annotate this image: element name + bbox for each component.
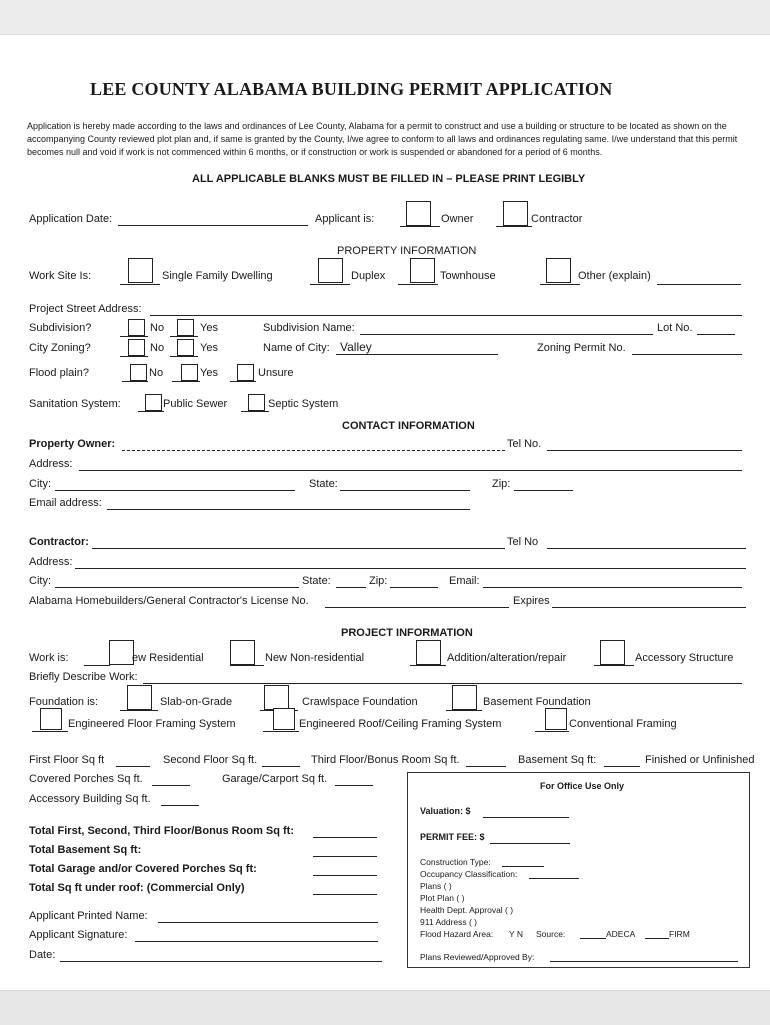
- owner-email-field[interactable]: [107, 509, 470, 510]
- lot-no-label: Lot No.: [657, 322, 693, 334]
- septic-label: Septic System: [268, 398, 339, 410]
- address-911-label: 911 Address ( ): [420, 917, 478, 927]
- valuation-field[interactable]: [483, 817, 569, 818]
- total-roof-field[interactable]: [313, 894, 377, 895]
- flood-hazard-label: Flood Hazard Area:: [420, 929, 494, 939]
- third-floor-field[interactable]: [466, 766, 506, 767]
- contact-info-header: CONTACT INFORMATION: [342, 420, 475, 432]
- accessory-building-label: Accessory Building Sq ft.: [29, 793, 151, 805]
- finished-label: Finished or Unfinished: [645, 754, 755, 766]
- total-roof-label: Total Sq ft under roof: (Commercial Only): [29, 882, 245, 894]
- garage-label: Garage/Carport Sq ft.: [222, 773, 328, 785]
- townhouse-label: Townhouse: [440, 270, 496, 282]
- date-label: Date:: [29, 949, 56, 961]
- contractor-label: Contractor: [531, 213, 583, 225]
- property-owner-field[interactable]: [122, 450, 505, 451]
- signature-label: Applicant Signature:: [29, 929, 128, 941]
- occupancy-field[interactable]: [529, 878, 579, 879]
- subdivision-yes-label: Yes: [200, 322, 218, 334]
- owner-tel-field[interactable]: [547, 450, 742, 451]
- firm-label: FIRM: [669, 929, 690, 939]
- slab-label: Slab-on-Grade: [160, 696, 233, 708]
- conventional-framing-checkbox[interactable]: [545, 708, 567, 730]
- total-basement-field[interactable]: [313, 856, 377, 857]
- total-garage-label: Total Garage and/or Covered Porches Sq ft:: [29, 863, 257, 875]
- total-floors-label: Total First, Second, Third Floor/Bonus Room Sq ft:: [29, 825, 295, 837]
- plot-plan-label: Plot Plan ( ): [420, 893, 465, 903]
- plans-label: Plans ( ): [420, 881, 452, 891]
- contractor-checkbox[interactable]: [503, 201, 528, 226]
- engineered-floor-checkbox[interactable]: [40, 708, 62, 730]
- engineered-roof-label: Engineered Roof/Ceiling Framing System: [299, 718, 502, 730]
- contractor-address-field[interactable]: [75, 568, 746, 569]
- subdivision-yes-checkbox[interactable]: [177, 319, 194, 336]
- basement-foundation-label: Basement Foundation: [483, 696, 591, 708]
- zoning-yes-label: Yes: [200, 342, 218, 354]
- owner-state-field[interactable]: [340, 490, 470, 491]
- subdivision-label: Subdivision?: [29, 322, 92, 334]
- accessory-structure-checkbox[interactable]: [600, 640, 625, 665]
- plans-reviewed-label: Plans Reviewed/Approved By:: [420, 952, 535, 962]
- license-label: Alabama Homebuilders/General Contractor's License No.: [29, 595, 309, 607]
- describe-work-field[interactable]: [143, 683, 742, 684]
- flood-yes-checkbox[interactable]: [181, 364, 198, 381]
- total-basement-label: Total Basement Sq ft:: [29, 844, 142, 856]
- owner-city-label: City:: [29, 478, 51, 490]
- other-checkbox[interactable]: [546, 258, 571, 283]
- construction-type-label: Construction Type:: [420, 857, 491, 867]
- subdivision-no-label: No: [150, 322, 165, 334]
- contractor-tel-field[interactable]: [547, 548, 746, 549]
- basement-sqft-field[interactable]: [604, 766, 640, 767]
- property-info-header: PROPERTY INFORMATION: [337, 245, 477, 257]
- contractor-name-field[interactable]: [92, 548, 505, 549]
- flood-unsure-label: Unsure: [258, 367, 294, 379]
- license-field[interactable]: [325, 607, 509, 608]
- owner-state-label: State:: [309, 478, 338, 490]
- total-garage-field[interactable]: [313, 875, 377, 876]
- basement-sqft-label: Basement Sq ft:: [518, 754, 597, 766]
- single-family-checkbox[interactable]: [128, 258, 153, 283]
- owner-address-label: Address:: [29, 458, 73, 470]
- zoning-no-label: No: [150, 342, 165, 354]
- total-floors-field[interactable]: [313, 837, 377, 838]
- addition-label: Addition/alteration/repair: [447, 652, 567, 664]
- permit-fee-field[interactable]: [490, 843, 570, 844]
- signature-field[interactable]: [135, 941, 378, 942]
- street-address-field[interactable]: [150, 315, 742, 316]
- zoning-no-checkbox[interactable]: [128, 339, 145, 356]
- new-nonresidential-label: New Non-residential: [265, 652, 365, 664]
- contractor-tel-label: Tel No: [507, 536, 539, 548]
- fill-notice: ALL APPLICABLE BLANKS MUST BE FILLED IN – PLEASE PRINT LEGIBLY: [192, 173, 586, 185]
- slab-checkbox[interactable]: [127, 685, 152, 710]
- contractor-city-field[interactable]: [55, 587, 299, 588]
- subdivision-name-field[interactable]: [360, 334, 653, 335]
- crawlspace-label: Crawlspace Foundation: [302, 696, 418, 708]
- office-use-header: For Office Use Only: [540, 781, 625, 791]
- health-approval-label: Health Dept. Approval ( ): [420, 905, 514, 915]
- contractor-address-label: Address:: [29, 556, 73, 568]
- work-is-label: Work is:: [29, 652, 69, 664]
- covered-porches-label: Covered Porches Sq ft.: [29, 773, 143, 785]
- city-name-label: Name of City:: [263, 342, 330, 354]
- construction-type-field[interactable]: [502, 866, 544, 867]
- application-date-field[interactable]: [118, 225, 308, 226]
- printed-name-label: Applicant Printed Name:: [29, 910, 148, 922]
- addition-checkbox[interactable]: [416, 640, 441, 665]
- owner-zip-field[interactable]: [514, 490, 573, 491]
- plans-reviewed-field[interactable]: [550, 961, 738, 962]
- owner-checkbox[interactable]: [406, 201, 431, 226]
- subdivision-no-checkbox[interactable]: [128, 319, 145, 336]
- sanitation-label: Sanitation System:: [29, 398, 121, 410]
- public-sewer-checkbox[interactable]: [145, 394, 162, 411]
- valuation-label: Valuation: $: [420, 806, 471, 816]
- owner-zip-label: Zip:: [492, 478, 511, 490]
- occupancy-label: Occupancy Classification:: [420, 869, 518, 879]
- townhouse-checkbox[interactable]: [410, 258, 435, 283]
- septic-checkbox[interactable]: [248, 394, 265, 411]
- covered-porches-field[interactable]: [152, 785, 190, 786]
- other-explain-field[interactable]: [657, 284, 741, 285]
- applicant-is-label: Applicant is:: [315, 213, 375, 225]
- accessory-structure-label: Accessory Structure: [635, 652, 734, 664]
- foundation-label: Foundation is:: [29, 696, 99, 708]
- flood-no-checkbox[interactable]: [130, 364, 147, 381]
- other-label: Other (explain): [578, 270, 651, 282]
- contractor-state-label: State:: [302, 575, 331, 587]
- duplex-label: Duplex: [351, 270, 386, 282]
- intro-paragraph: Application is hereby made according to the laws and ordinances of Lee County, Alabama for a permit to construct and use a building or structure to be located as shown on the accompanying County reviewed plot plan and, if same is granted by the County, I/we agree to conform to all laws and ordinances regulating same. I/we understand that this permit becomes null and void if work is not commenced within 6 months, or if construction or work is suspended or abandoned for a period of 6 months.: [27, 121, 738, 157]
- new-nonresidential-checkbox[interactable]: [230, 640, 255, 665]
- new-residential-checkbox[interactable]: [109, 640, 134, 665]
- owner-city-field[interactable]: [55, 490, 295, 491]
- engineered-roof-checkbox[interactable]: [273, 708, 295, 730]
- new-residential-label: ew Residential: [132, 652, 204, 664]
- zoning-permit-field[interactable]: [632, 354, 742, 355]
- contractor-zip-label: Zip:: [369, 575, 388, 587]
- adeca-label: ADECA: [606, 929, 636, 939]
- project-info-header: PROJECT INFORMATION: [341, 627, 473, 639]
- second-floor-field[interactable]: [262, 766, 300, 767]
- single-family-label: Single Family Dwelling: [162, 270, 273, 282]
- city-zoning-label: City Zoning?: [29, 342, 91, 354]
- contractor-state-field[interactable]: [336, 587, 366, 588]
- city-name-field[interactable]: [336, 354, 498, 355]
- public-sewer-label: Public Sewer: [163, 398, 228, 410]
- garage-field[interactable]: [335, 785, 373, 786]
- owner-label: Owner: [441, 213, 474, 225]
- page-title: LEE COUNTY ALABAMA BUILDING PERMIT APPLICATION: [90, 79, 613, 99]
- contractor-email-field[interactable]: [483, 587, 742, 588]
- owner-address-field[interactable]: [79, 470, 742, 471]
- first-floor-field[interactable]: [116, 766, 150, 767]
- second-floor-label: Second Floor Sq ft.: [163, 754, 258, 766]
- conventional-framing-label: Conventional Framing: [569, 718, 677, 730]
- source-label: Source:: [536, 929, 566, 939]
- crawlspace-checkbox[interactable]: [264, 685, 289, 710]
- flood-yes-label: Yes: [200, 367, 218, 379]
- accessory-building-field[interactable]: [161, 805, 199, 806]
- describe-work-label: Briefly Describe Work:: [29, 671, 138, 683]
- owner-tel-label: Tel No.: [507, 438, 542, 450]
- flood-no-label: No: [149, 367, 164, 379]
- lot-no-field[interactable]: [697, 334, 735, 335]
- work-site-label: Work Site Is:: [29, 270, 92, 282]
- contractor-city-label: City:: [29, 575, 51, 587]
- street-address-label: Project Street Address:: [29, 303, 142, 315]
- duplex-checkbox[interactable]: [318, 258, 343, 283]
- permit-fee-label: PERMIT FEE: $: [420, 832, 485, 842]
- expires-label: Expires: [513, 595, 550, 607]
- contractor-zip-field[interactable]: [390, 587, 438, 588]
- property-owner-label: Property Owner:: [29, 438, 116, 450]
- application-date-label: Application Date:: [29, 213, 113, 225]
- third-floor-label: Third Floor/Bonus Room Sq ft.: [311, 754, 460, 766]
- flood-unsure-checkbox[interactable]: [237, 364, 254, 381]
- expires-field[interactable]: [552, 607, 746, 608]
- first-floor-label: First Floor Sq ft: [29, 754, 105, 766]
- flood-yn: Y N: [509, 929, 524, 939]
- engineered-floor-label: Engineered Floor Framing System: [68, 718, 236, 730]
- contractor-email-label: Email:: [449, 575, 480, 587]
- subdivision-name-label: Subdivision Name:: [263, 322, 355, 334]
- owner-email-label: Email address:: [29, 497, 102, 509]
- contractor-name-label: Contractor:: [29, 536, 89, 548]
- zoning-yes-checkbox[interactable]: [177, 339, 194, 356]
- scan-bottom-border: [0, 990, 770, 1025]
- flood-plain-label: Flood plain?: [29, 367, 89, 379]
- scan-top-border: [0, 0, 770, 35]
- zoning-permit-label: Zoning Permit No.: [537, 342, 626, 354]
- city-name-value: Valley: [340, 340, 372, 354]
- basement-foundation-checkbox[interactable]: [452, 685, 477, 710]
- date-field[interactable]: [60, 961, 382, 962]
- printed-name-field[interactable]: [158, 922, 378, 923]
